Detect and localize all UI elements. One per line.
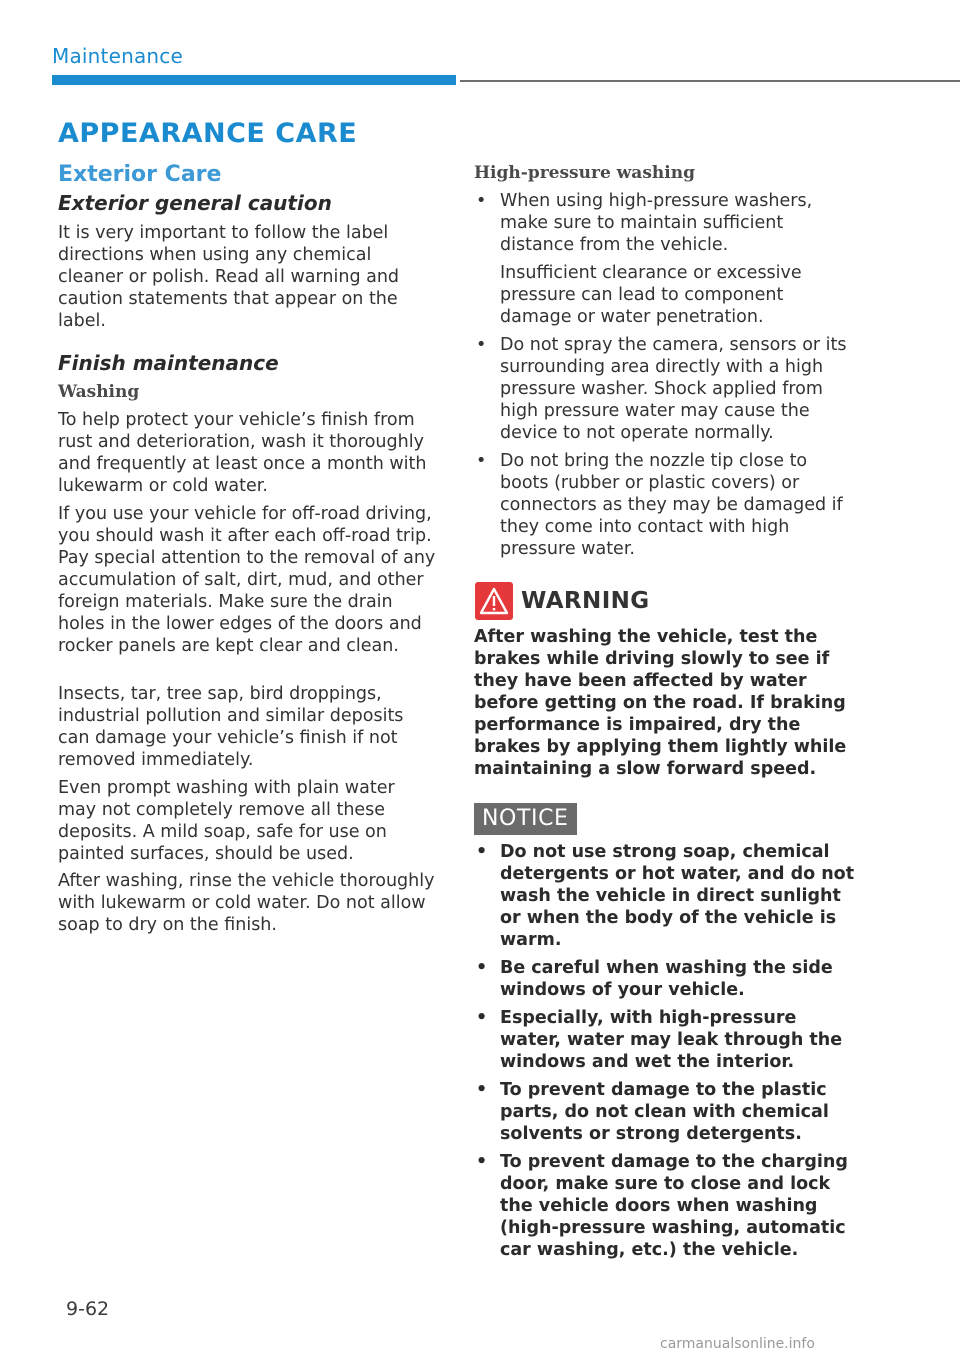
paragraph-general-caution: It is very important to follow the label directions when using any chemical cleaner or polish. Read all warning and caution statements that appear on the label. — [58, 223, 400, 331]
paragraph-washing-4: Even prompt washing with plain water may not completely remove all these deposits. A mild soap, safe for use on painted surfaces, should be used. — [58, 778, 395, 864]
heading-finish-maintenance: Finish maintenance — [58, 351, 279, 375]
warning-label: WARNING — [521, 588, 650, 614]
section-title: APPEARANCE CARE — [58, 118, 358, 149]
list-item-text: Do not spray the camera, sensors or its surrounding area directly with a high pressure washer. Shock applied from high pressure water may cause the device to not operate normally. — [500, 335, 847, 443]
watermark: carmanualsonline.info — [660, 1336, 815, 1352]
list-item — [474, 450, 858, 560]
notice-badge: NOTICE — [474, 803, 577, 835]
header-rule-thin — [460, 80, 960, 82]
header-rule-thick — [52, 75, 456, 85]
subheading-exterior-care: Exterior Care — [58, 162, 222, 187]
list-item-text: When using high-pressure washers, make sure to maintain sufficient distance from the vehicle. — [500, 191, 813, 255]
list-item: • Do not use strong soap, chemical detergents or hot water, and do not wash the vehicle in direct sunlight or when the body of the vehicle is warm. — [474, 841, 858, 951]
list-item: • To prevent damage to the charging door, make sure to close and lock the vehicle doors when washing (high-pressure washing, automatic car washing, etc.) the vehicle. — [474, 1151, 858, 1261]
heading-exterior-general-caution: Exterior general caution — [58, 191, 332, 215]
heading-high-pressure-washing: High-pressure washing — [474, 163, 695, 183]
warning-text: After washing the vehicle, test the brakes while driving slowly to see if they have been affected by water before getting on the road. If braking performance is impaired, dry the brakes by applying them lightly while maintaining a slow forward speed. — [474, 627, 847, 779]
page-number: 9-62 — [66, 1298, 110, 1320]
list-high-pressure — [474, 190, 858, 560]
list-item: • Be careful when washing the side windows of your vehicle. — [474, 957, 858, 1001]
header-label: Maintenance — [52, 44, 183, 68]
list-item-text: Do not bring the nozzle tip close to boots (rubber or plastic covers) or connectors as they may be damaged if they come into contact with high pressure water. — [500, 451, 843, 559]
warning-triangle-icon — [475, 582, 513, 620]
heading-washing: Washing — [58, 382, 140, 402]
paragraph-washing-5: After washing, rinse the vehicle thoroughly with lukewarm or cold water. Do not allow soap to dry on the finish. — [58, 871, 435, 935]
warning-badge — [475, 582, 513, 620]
list-item: • To prevent damage to the plastic parts, do not clean with chemical solvents or strong detergents. — [474, 1079, 858, 1145]
paragraph-washing-3: Insects, tar, tree sap, bird droppings, industrial pollution and similar deposits can damage your vehicle’s finish if not removed immediately. — [58, 684, 404, 770]
list-item — [474, 190, 858, 328]
list-item: • Especially, with high-pressure water, water may leak through the windows and wet the interior. — [474, 1007, 858, 1073]
paragraph-washing-1: To help protect your vehicle’s finish from rust and deterioration, wash it thoroughly and frequently at least once a month with lukewarm or cold water. — [58, 410, 427, 496]
paragraph-washing-2: If you use your vehicle for off-road driving, you should wash it after each off-road trip. Pay special attention to the removal of any accumulation of salt, dirt, mud, and other foreign materials. Make sure the drain holes in the lower edges of the doors and rocker panels are kept clear and clean. — [58, 504, 436, 656]
list-item — [474, 334, 858, 444]
list-notice — [474, 841, 858, 1261]
list-item-subtext: Insufficient clearance or excessive pressure can lead to component damage or water penetration. — [500, 263, 802, 327]
